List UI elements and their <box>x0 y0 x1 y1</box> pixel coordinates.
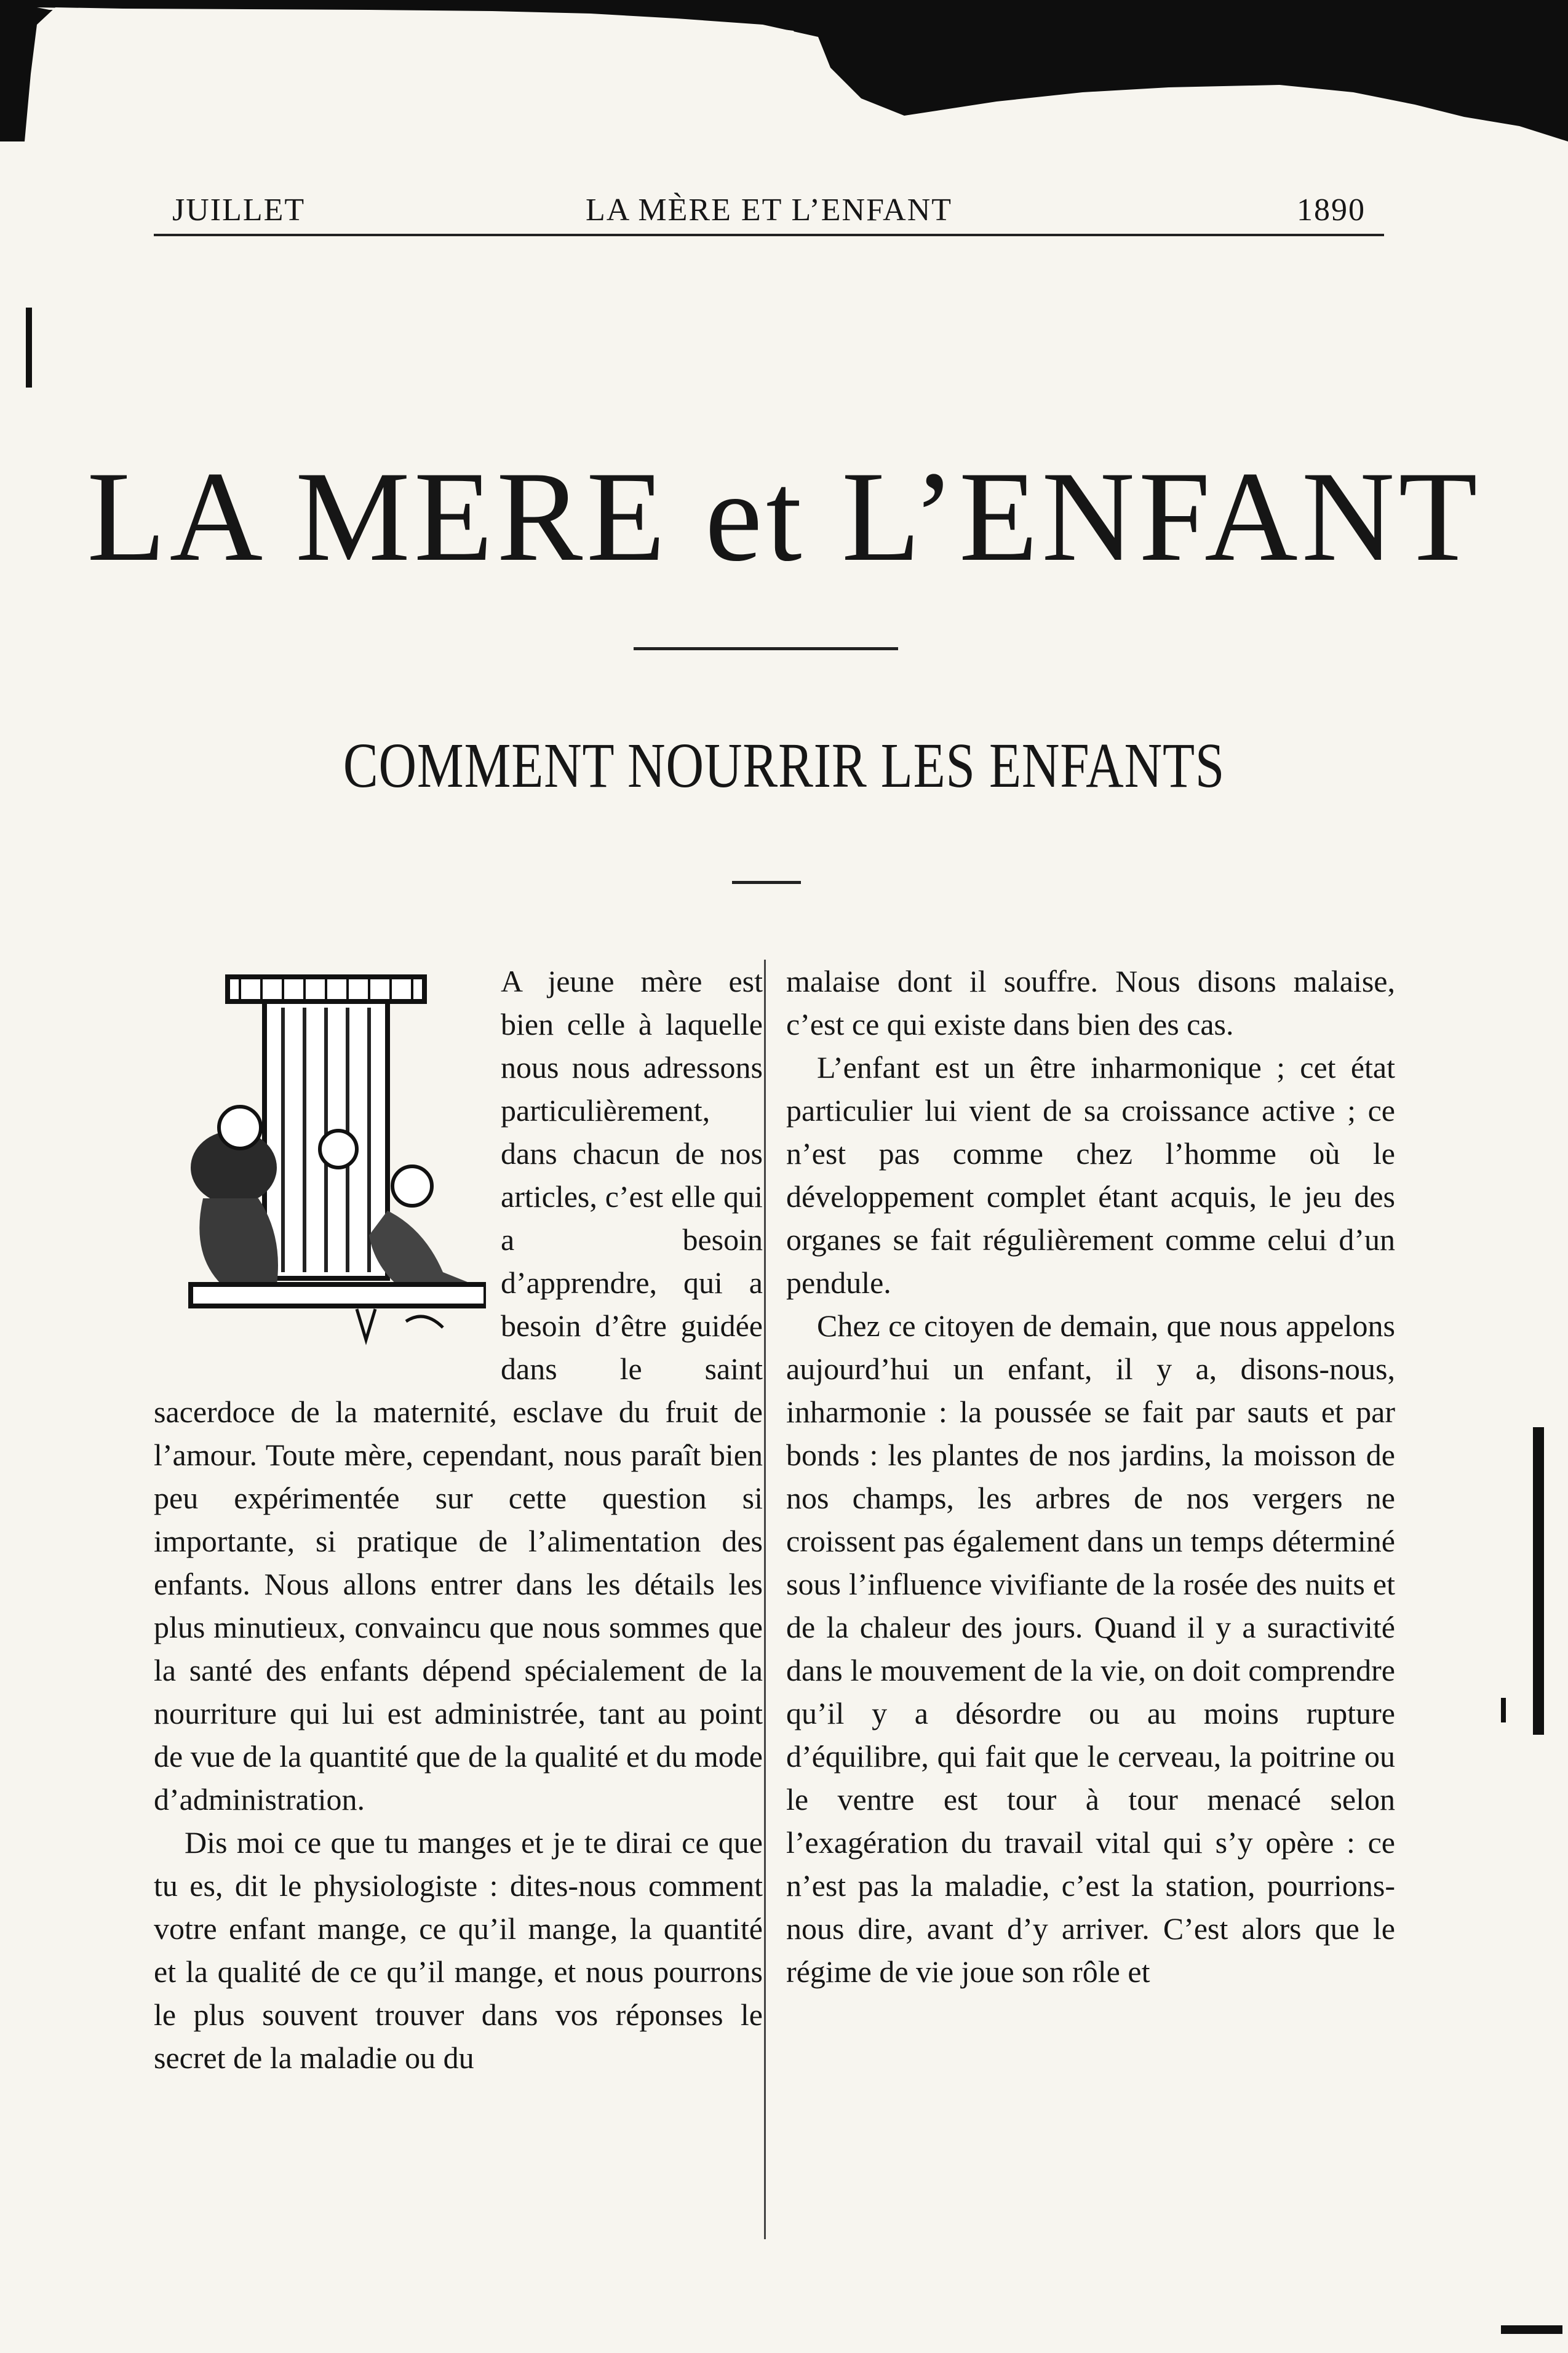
running-head <box>154 185 1384 236</box>
divider-rule <box>732 881 801 884</box>
paragraph: A jeune mère est bien celle à laquelle nous nous adressons particulièrement, dans chacun de nos articles, c’est elle qui a besoin d’apprendre, qui a besoin d’être guidée dans le saint sacerdoce de la maternité, esclave du fruit de l’amour. Toute mère, cependant, nous paraît bien peu expérimentée sur cette question si importante, si pratique de l’alimentation des enfants. Nous allons entrer dans les détails les plus minutieux, convaincu que nous sommes que la santé des enfants dépend spécialement de la nourriture qui lui est administrée, tant au point de vue de la quantité que de la qualité et du mode d’administration. <box>154 964 763 1817</box>
column-divider <box>764 960 766 2239</box>
margin-mark <box>1501 2325 1562 2334</box>
paragraph: L’enfant est un être inharmonique ; cet état particulier lui vient de sa croissance active ; ce n’est pas comme chez l’homme où le développement complet étant acquis, le jeu des organes se fait régulièrement comme celui d’un pendule. <box>786 1050 1395 1300</box>
paragraph: Chez ce citoyen de demain, que nous appelons aujourd’hui un enfant, il y a, disons-nous, inharmonie : la poussée se fait par sauts et par bonds : les plantes de nos jardins, la moisson de nos champs, les arbres de nos vergers ne croissent pas également dans un temps déterminé sous l’influence vivifiante de la rosée des nuits et de la chaleur des jours. Quand il y a suractivité dans le mouvement de la vie, on doit comprendre qu’il y a désordre ou au moins rupture d’équilibre, qui fait que le cerveau, la poitrine ou le ventre est tour à tour menacé selon l’exagération du travail vital qui s’y opère : ce n’est pas la maladie, c’est la station, pourrions-nous dire, avant d’y arriver. C’est alors que le régime de vie joue son rôle et <box>786 1308 1395 1989</box>
text-column-left <box>154 960 763 2264</box>
masthead-title: LA MERE et L’ENFANT <box>87 445 1481 588</box>
text-column-right <box>786 960 1395 2264</box>
dropcap-ornament-icon <box>154 965 486 1352</box>
margin-mark <box>26 308 32 388</box>
torn-page-edge <box>0 0 1568 141</box>
paragraph: Dis moi ce que tu manges et je te dirai ce que tu es, dit le physiologiste : dites-nous comment votre enfant mange, ce qu’il mange, la quantité et la qualité de ce qu’il mange, et nous pourrons le plus souvent trouver dans vos réponses le secret de la maladie ou du <box>154 1825 763 2075</box>
article-title: COMMENT NOURRIR LES ENFANTS <box>343 730 1225 801</box>
margin-mark <box>1501 1698 1506 1722</box>
running-head-year: 1890 <box>1297 193 1366 228</box>
paragraph: malaise dont il souffre. Nous disons malaise, c’est ce qui existe dans bien des cas. <box>786 964 1395 1041</box>
divider-rule <box>634 647 898 650</box>
running-head-month: JUILLET <box>172 193 306 228</box>
running-head-title: LA MÈRE ET L’ENFANT <box>585 193 953 228</box>
margin-mark <box>1533 1427 1544 1735</box>
